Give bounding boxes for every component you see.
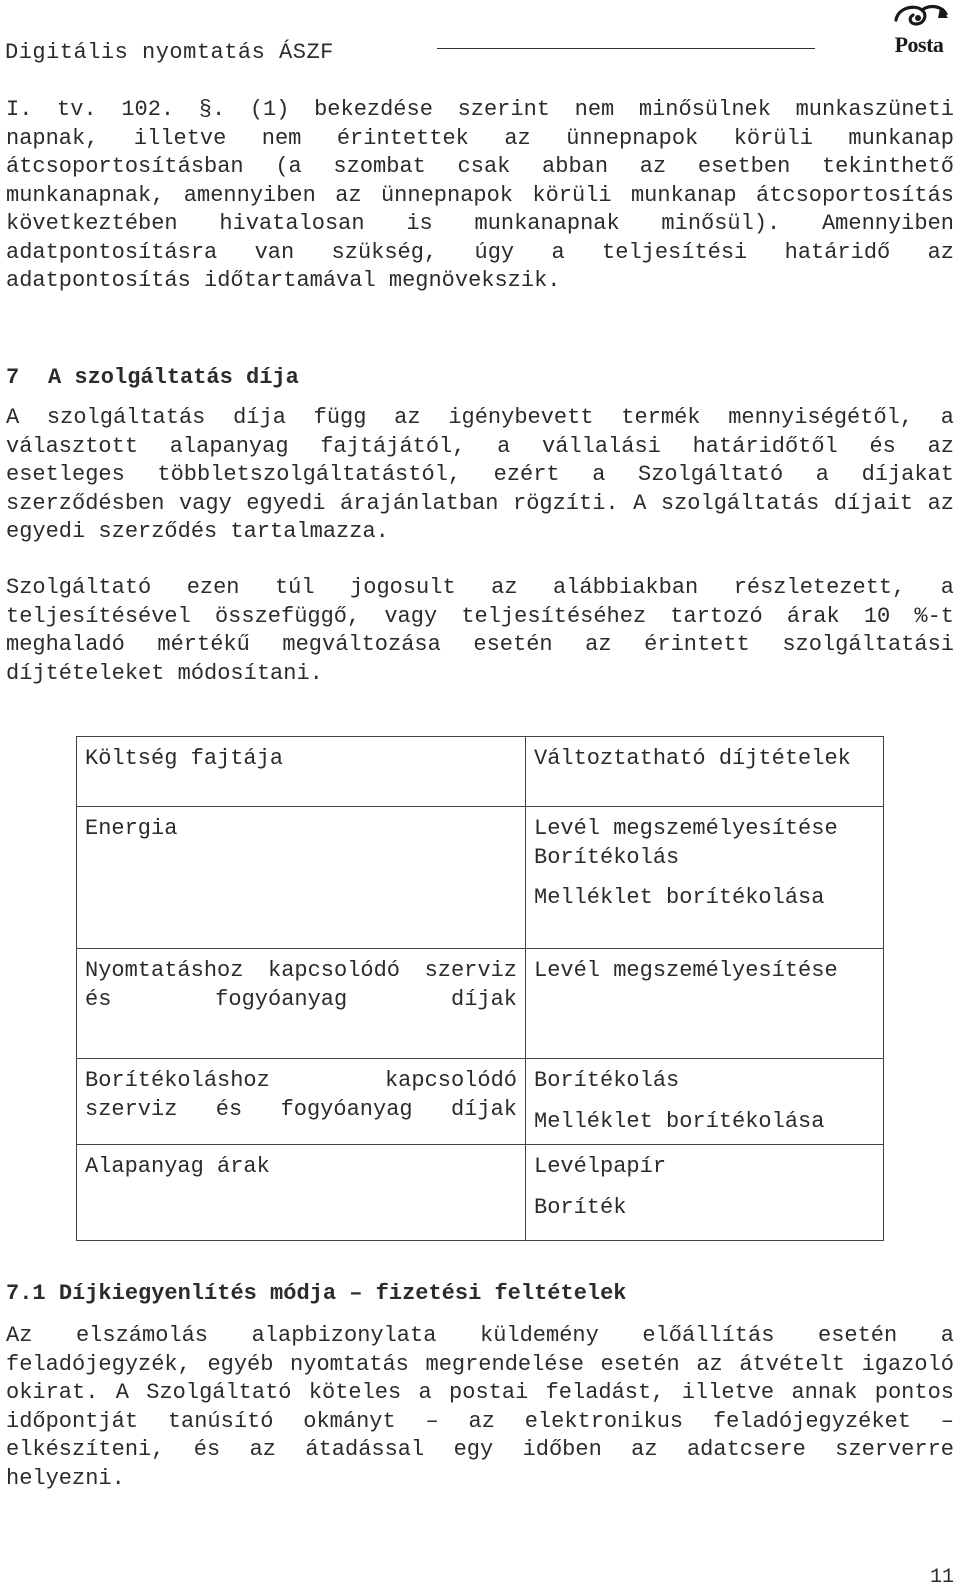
section-number: 7 [6,365,20,390]
section-title: A szolgáltatás díja [48,365,299,390]
cost-type-cell: Alapanyag árak [77,1145,526,1241]
item: Boríték [534,1194,627,1220]
items-cell [526,807,884,949]
item: Melléklet borítékolása [534,885,825,910]
page-number: 11 [929,1566,954,1589]
posta-logo [888,2,950,64]
section-number: 7.1 [6,1281,46,1306]
table-row [77,949,884,1059]
table-header-row [77,737,884,807]
section-7-1-heading [6,1280,627,1308]
item: Melléklet borítékolása [534,1108,825,1134]
table-row [77,1059,884,1145]
posthorn-icon [888,2,950,36]
cost-type-text: Borítékoláshoz kapcsolódó szerviz és fogyóanyag díjak [85,1068,517,1122]
items-cell [526,1059,884,1145]
section-7-heading [6,364,299,392]
section-7-paragraph-1: A szolgáltatás díja függ az igénybevett termék mennyiségétől, a választott alapanyag fajtájától, a vállalási határidőtől és az esetleges többletszolgáltatástól, ezért a Szolgáltató a díjakat szerződésben vagy egyedi árajánlatban rögzíti. A szolgáltatás díjait az egyedi szerződés tartalmazza. [6,405,954,544]
item: Levél megszemélyesítése [534,816,838,841]
header-rule [437,48,815,49]
item: Borítékolás [534,1068,680,1093]
cost-type-cell [77,949,526,1059]
item: Borítékolás [534,844,680,870]
cost-table [76,736,884,1241]
intro-paragraph: I. tv. 102. §. (1) bekezdése szerint nem minősülnek munkaszüneti napnak, illetve nem érintettek az ünnepnapok körüli munkanap átcsoportosításban (a szombat csak abban az esetben tekinthető munkanapnak, amennyiben az ünnepnapok körüli munkanap átcsoportosítás következtében hivatalosan is munkanapnak minősül). Amennyiben adatpontosításra van szükség, úgy a teljesítési határidő az adatpontosítás időtartamával megnövekszik. [6,97,954,293]
cost-type-text: Nyomtatáshoz kapcsolódó szerviz és fogyóanyag díjak [85,958,517,1012]
section-7-1-paragraph: Az elszámolás alapbizonylata küldemény előállítás esetén a feladójegyzék, egyéb nyomtatás megrendelése esetén az átvételt igazoló okirat. A Szolgáltató köteles a postai feladást, illetve annak pontos időpontját tanúsító okmányt – az elektronikus feladójegyzéket – elkészíteni, és az átadással egy időben az adatcsere szerverre helyezni. [6,1323,954,1491]
cost-type-cell: Energia [77,807,526,949]
section-7-paragraph-2: Szolgáltató ezen túl jogosult az alábbiakban részletezett, a teljesítésével összefüggő, vagy teljesítéséhez tartozó árak 10 %-t meghaladó mértékű megváltozása esetén az érintett szolgáltatási díjtételeket módosítani. [6,575,954,686]
table-row [77,807,884,949]
items-cell [526,949,884,1059]
section-title: Díjkiegyenlítés módja – fizetési feltételek [58,1281,627,1306]
items-cell [526,1145,884,1241]
table-header-cell: Változtatható díjtételek [526,737,884,807]
logo-text: Posta [894,32,944,57]
item: Levélpapír [534,1154,667,1179]
document-title: Digitális nyomtatás ÁSZF [5,40,334,65]
cost-type-cell [77,1059,526,1145]
item: Levél megszemélyesítése [534,958,838,983]
table-header-cell: Költség fajtája [77,737,526,807]
table-row [77,1145,884,1241]
